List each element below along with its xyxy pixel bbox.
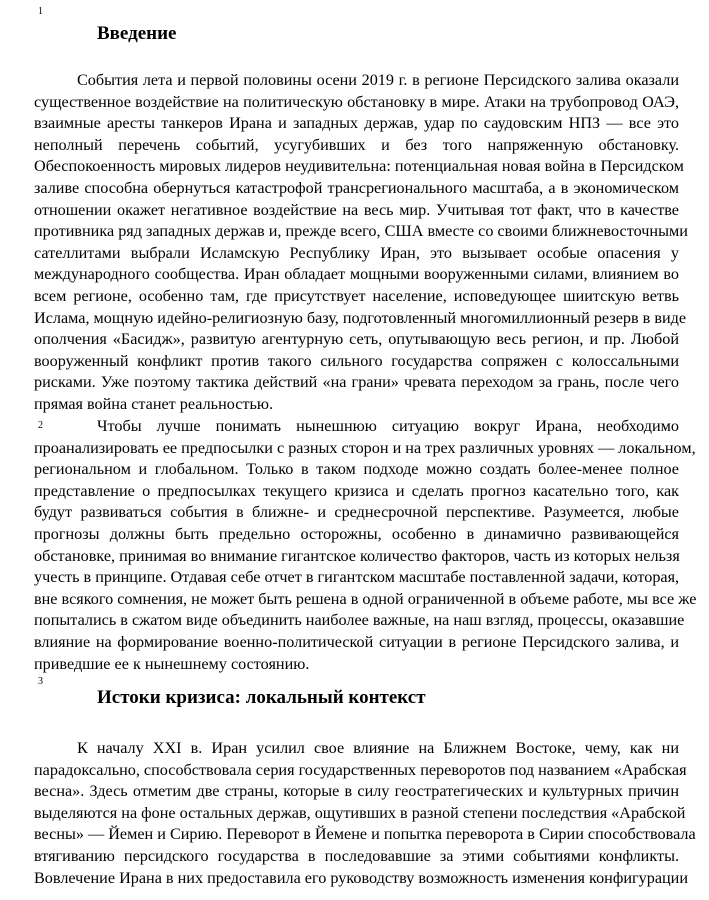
heading-introduction: Введение [97,23,177,44]
text-line: рисками. Уже поэтому тактика действий «на грани» чревата переходом за грань, после чего [34,373,679,392]
text-line: весна». Здесь отметим две страны, которые в силу геостратегических и культурных причин [34,782,679,801]
text-line: ополчения «Басидж», развитую агентурную сеть, опутывающую весь регион, и пр. Любой [34,330,679,349]
text-line: учесть в принципе. Отдавая себе отчет в гигантском масштабе поставленной задачи, которая, [34,568,680,587]
text-line: вне всякого сомнения, не может быть решена в одной ограниченной в объеме работе, мы все же [34,589,697,608]
page-marker-1: 1 [38,6,43,17]
text-line: региональном и глобальном. Только в таком подходе можно создать более-менее полное [34,460,679,479]
text-line: взаимные аресты танкеров Ирана и западных держав, удар по саудовским НПЗ — все это [34,114,679,133]
text-line: приведшие ее к нынешнему состоянию. [34,654,310,673]
text-line: неполный перечень событий, усугубивших и без того напряженную обстановку. [34,135,679,154]
paragraph-2 [34,416,697,675]
text-line: заливе способна обернуться катастрофой трансрегионального масштаба, а в экономическом [34,178,679,197]
text-line: вооруженный конфликт против такого сильного государства сопряжен с колоссальными [34,351,679,370]
text-line: Обеспокоенность мировых лидеров неудивительна: потенциальная новая война в Персидском [34,157,684,176]
text-line: События лета и первой половины осени 2019 г. в регионе Персидского залива оказали [77,71,679,89]
text-line: сателлитами выбрали Исламскую Республику Иран, это вызывает особые опасения у [34,243,679,262]
text-line: Вовлечение Ирана в них предоставила его руководству возможность изменения конфигурации [34,868,688,887]
text-line: всем регионе, особенно там, где присутствует население, исповедующее шиитскую ветвь [34,286,679,305]
text-line: влияние на формирование военно-политической ситуации в регионе Персидского залива, и [34,632,679,651]
text-line: существенное воздействие на политическую обстановку в мире. Атаки на трубопровод ОАЭ, [34,92,679,111]
text-line: выделяются на фоне остальных держав, ощутивших в разной степени последствия «Арабской [34,803,686,822]
text-line: К началу XXI в. Иран усилил свое влияние на Ближнем Востоке, чему, как ни [77,739,679,757]
text-line: международного сообщества. Иран обладает мощными вооруженными силами, влиянием во [34,265,679,284]
page-marker-2: 2 [38,420,43,431]
text-line: будут развиваться события в ближне- и среднесрочной перспективе. Разумеется, любые [34,503,679,522]
text-line: парадоксально, способствовала серия государственных переворотов под названием «Арабская [34,760,687,779]
text-line: отношении окажет негативное воздействие на весь мир. Учитывая тот факт, что в качестве [34,200,679,219]
text-line: втягиванию персидского государства в последовавшие за этими событиями конфликты. [34,846,679,865]
text-line: Ислама, мощную идейно-религиозную базу, подготовленный многомиллионный резерв в виде [34,308,687,327]
text-line: попытались в сжатом виде объединить наиболее важные, на наш взгляд, процессы, оказавшие [34,611,685,630]
text-line: представление о предпосылках текущего кризиса и сделать прогноз касательно того, как [34,481,679,500]
paragraph-3 [34,738,696,889]
text-line: проанализировать ее предпосылки с разных сторон и на трех различных уровнях — локальном, [34,438,696,457]
paragraph-1 [34,70,688,416]
text-line: весны» — Йемен и Сирию. Переворот в Йемене и попытка переворота в Сирии способствовала [34,825,696,844]
text-line: противника ряд западных держав и, прежде всего, США вместе со своими ближневосточными [34,222,688,241]
text-line: прямая война станет реальностью. [34,394,274,413]
heading-origins: Истоки кризиса: локальный контекст [97,687,426,708]
text-line: Чтобы лучше понимать нынешнюю ситуацию вокруг Ирана, необходимо [97,417,679,435]
page-marker-3: 3 [38,676,43,687]
text-line: прогнозы должны быть предельно осторожны, особенно в динамично развивающейся [34,524,679,543]
text-line: обстановке, принимая во внимание гигантское количество факторов, часть из которых нельзя [34,546,680,565]
